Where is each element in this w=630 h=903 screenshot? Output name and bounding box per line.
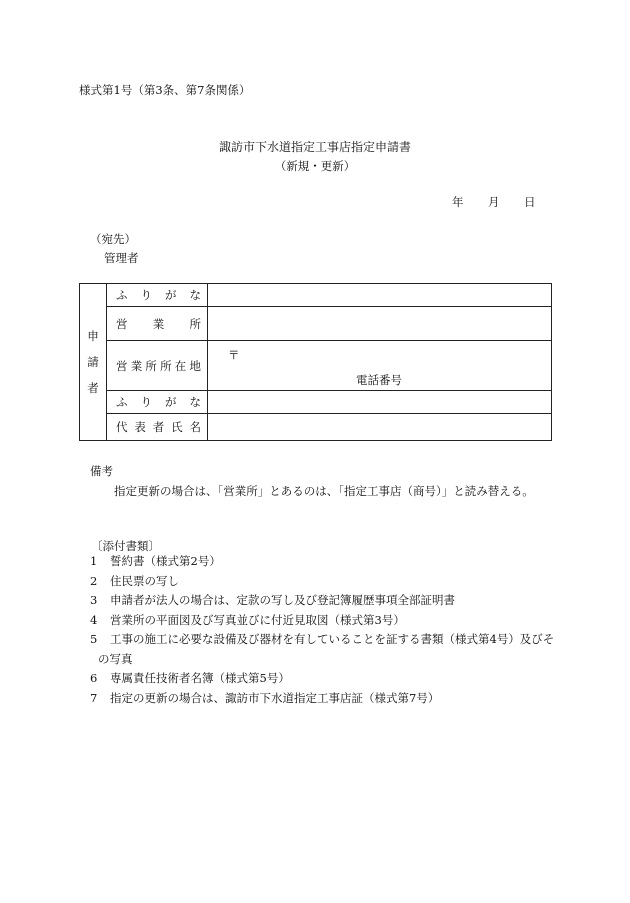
year-label: 年	[452, 195, 464, 209]
phone-number-label: 電話番号	[356, 373, 402, 387]
item-number: 4	[90, 612, 98, 627]
addressee-name: 管理者	[104, 251, 139, 265]
attachments-heading: 〔添付書類〕	[91, 539, 160, 553]
office-furigana-field[interactable]	[208, 284, 552, 307]
label-char: 名	[189, 420, 201, 434]
label-char: 業	[152, 316, 165, 331]
list-item	[90, 556, 597, 568]
side-char: 者	[87, 381, 99, 395]
document-subtitle: （新規・更新）	[274, 159, 356, 173]
label-char: が	[165, 288, 177, 302]
label-char: 営	[116, 316, 128, 331]
postal-mark: 〒	[228, 348, 240, 362]
side-char: 申	[87, 329, 99, 343]
item-number: 6	[90, 671, 98, 685]
label-char: ふ	[116, 395, 128, 409]
remarks-heading: 備考	[90, 464, 113, 478]
label-char: 表	[134, 420, 146, 434]
list-item	[90, 573, 597, 588]
list-item	[90, 690, 597, 705]
document-title: 諏訪市下水道指定工事店指定申請書	[218, 140, 411, 154]
item-number: 1	[90, 554, 98, 568]
office-address-field[interactable]	[208, 341, 552, 391]
furigana-label-cell	[107, 284, 208, 307]
applicant-table	[79, 283, 552, 441]
item-number: 7	[90, 690, 98, 705]
month-label: 月	[488, 195, 500, 209]
label-char: 営	[116, 358, 128, 373]
item-text: 営業所の平面図及び写真並びに付近見取図（様式第3号）	[110, 612, 405, 627]
label-char: 氏	[171, 420, 183, 434]
representative-furigana-field[interactable]	[208, 391, 552, 414]
applicant-side-label	[80, 284, 107, 441]
label-char: 地	[189, 358, 201, 373]
item-text: 専属責任技術者名簿（様式第5号）	[110, 671, 290, 685]
list-item	[90, 595, 597, 607]
form-number: 様式第1号（第3条、第7条関係）	[79, 83, 251, 97]
side-char: 請	[87, 355, 99, 369]
item-text: 誓約書（様式第2号）	[110, 554, 221, 568]
list-item	[90, 612, 597, 627]
label-char: が	[165, 395, 177, 409]
label-char: 業	[130, 358, 143, 373]
item-text: 指定の更新の場合は、諏訪市下水道指定工事店証（様式第7号）	[110, 690, 440, 705]
date-line	[452, 194, 536, 210]
furigana-label-cell	[107, 391, 208, 414]
attachments-list	[90, 556, 597, 712]
item-number: 5	[90, 632, 98, 646]
item-number: 3	[90, 593, 98, 607]
representative-name-field[interactable]	[208, 414, 552, 441]
item-text-continuation: の写真	[98, 651, 133, 666]
label-char: 者	[152, 420, 165, 434]
label-char: 代	[116, 420, 128, 434]
item-text: 申請者が法人の場合は、定款の写し及び登記簿履歴事項全部証明書	[110, 593, 455, 607]
representative-label-cell	[107, 414, 208, 441]
item-text: 住民票の写し	[110, 573, 179, 588]
label-char: な	[189, 395, 201, 409]
label-char: ふ	[116, 288, 128, 302]
office-name-field[interactable]	[208, 307, 552, 341]
office-address-label-cell	[107, 341, 208, 391]
addressee-prefix: （宛先）	[90, 232, 136, 246]
label-char: り	[140, 288, 152, 302]
office-label-cell	[107, 307, 208, 341]
item-number: 2	[90, 573, 98, 588]
list-item	[90, 673, 597, 685]
remarks-text: 指定更新の場合は、「営業所」とあるのは、「指定工事店（商号）」と読み替える。	[114, 484, 534, 498]
list-item	[90, 634, 597, 665]
label-char: り	[140, 395, 152, 409]
label-char: 所	[145, 358, 157, 373]
label-char: な	[189, 288, 201, 302]
label-char: 所	[160, 358, 172, 373]
label-char: 在	[174, 358, 187, 373]
label-char: 所	[189, 316, 201, 331]
item-text: 工事の施工に必要な設備及び器材を有していることを証する書類（様式第4号）及びそ	[110, 632, 555, 646]
day-label: 日	[524, 195, 536, 209]
